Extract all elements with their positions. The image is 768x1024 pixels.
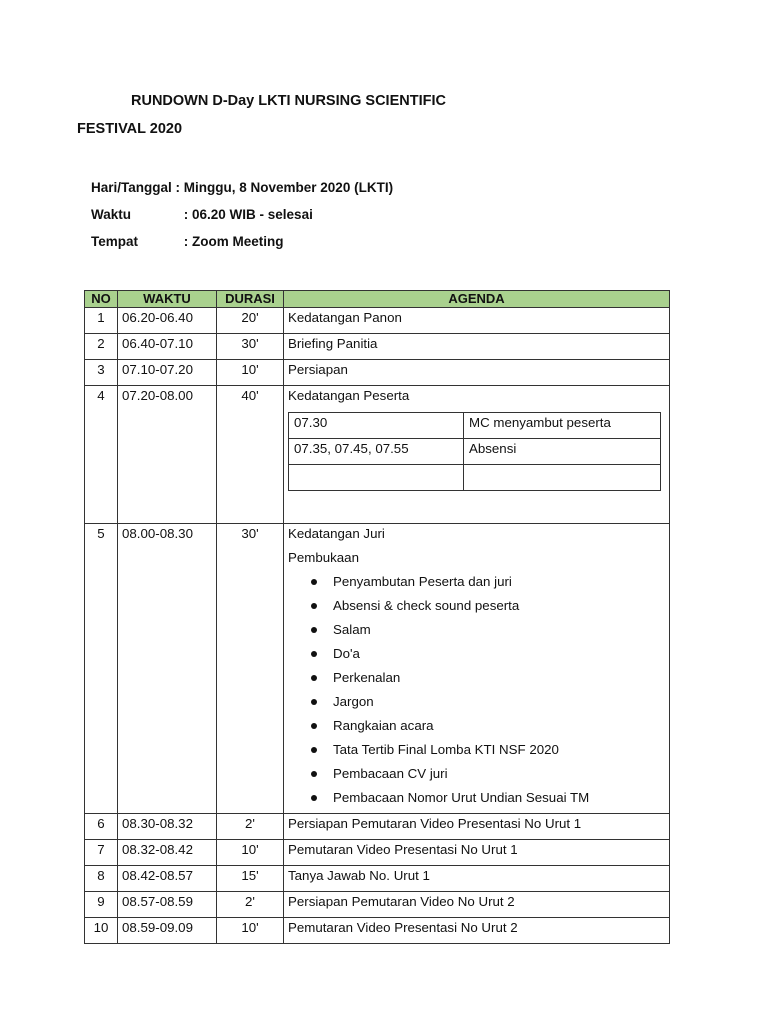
cell-no-text: 4 xyxy=(97,388,105,403)
list-item-text: Salam xyxy=(333,622,371,637)
cell-durasi-text: 20' xyxy=(241,310,259,325)
cell-durasi-text: 30' xyxy=(241,336,259,351)
agenda-bullet-list xyxy=(288,573,665,806)
cell-waktu xyxy=(118,866,217,892)
cell-agenda-text: Kedatangan Juri xyxy=(288,526,385,541)
list-item xyxy=(288,717,665,734)
cell-waktu-text: 08.30-08.32 xyxy=(122,816,193,831)
cell-agenda-text: Pemutaran Video Presentasi No Urut 2 xyxy=(288,920,518,935)
cell-agenda-text: Tanya Jawab No. Urut 1 xyxy=(288,868,430,883)
header-waktu: WAKTU xyxy=(118,291,217,308)
bullet-icon xyxy=(311,579,317,585)
cell-agenda xyxy=(284,866,670,892)
cell-no xyxy=(85,308,118,334)
cell-no xyxy=(85,918,118,944)
cell-waktu xyxy=(118,524,217,814)
info-label: Tempat xyxy=(91,234,139,249)
bullet-icon xyxy=(311,771,317,777)
cell-agenda xyxy=(284,892,670,918)
list-item xyxy=(288,645,665,662)
cell-no-text: 1 xyxy=(97,310,105,325)
cell-waktu xyxy=(118,308,217,334)
list-item xyxy=(288,669,665,686)
list-item-text: Pembacaan CV juri xyxy=(333,766,448,781)
cell-no-text: 6 xyxy=(97,816,105,831)
cell-agenda-text: Persiapan Pemutaran Video No Urut 2 xyxy=(288,894,515,909)
header-durasi: DURASI xyxy=(217,291,284,308)
bullet-icon xyxy=(311,627,317,633)
list-item xyxy=(288,789,665,806)
cell-agenda-text: Persiapan Pemutaran Video Presentasi No Urut 1 xyxy=(288,816,582,831)
nested-time-cell: 07.30 xyxy=(289,413,464,439)
table-row xyxy=(85,814,670,840)
cell-agenda-text: Kedatangan Panon xyxy=(288,310,402,325)
cell-durasi xyxy=(217,892,284,918)
cell-no xyxy=(85,814,118,840)
cell-waktu-text: 06.40-07.10 xyxy=(122,336,193,351)
nested-row xyxy=(289,413,661,439)
cell-durasi-text: 2' xyxy=(245,816,255,831)
cell-durasi-text: 10' xyxy=(241,362,259,377)
nested-activity-cell xyxy=(464,465,661,491)
cell-waktu-text: 08.42-08.57 xyxy=(122,868,193,883)
cell-waktu xyxy=(118,840,217,866)
info-tempat xyxy=(91,234,284,249)
cell-no xyxy=(85,334,118,360)
cell-waktu-text: 08.32-08.42 xyxy=(122,842,193,857)
info-value: : Minggu, 8 November 2020 (LKTI) xyxy=(175,180,394,195)
cell-waktu-text: 07.10-07.20 xyxy=(122,362,193,377)
agenda-subheading: Pembukaan xyxy=(288,550,359,565)
cell-waktu xyxy=(118,334,217,360)
cell-no-text: 7 xyxy=(97,842,105,857)
cell-agenda xyxy=(284,524,670,814)
table-row xyxy=(85,334,670,360)
rundown-table xyxy=(84,290,670,944)
cell-no-text: 3 xyxy=(97,362,105,377)
cell-no-text: 8 xyxy=(97,868,105,883)
cell-agenda xyxy=(284,308,670,334)
cell-durasi xyxy=(217,866,284,892)
cell-durasi xyxy=(217,386,284,524)
cell-no xyxy=(85,840,118,866)
table-row xyxy=(85,840,670,866)
document-title-line2: FESTIVAL 2020 xyxy=(77,121,183,137)
cell-waktu-text: 07.20-08.00 xyxy=(122,388,193,403)
table-row xyxy=(85,308,670,334)
cell-agenda xyxy=(284,814,670,840)
table-row xyxy=(85,360,670,386)
cell-agenda-text: Briefing Panitia xyxy=(288,336,378,351)
cell-durasi-text: 10' xyxy=(241,842,259,857)
list-item-text: Do'a xyxy=(333,646,360,661)
bullet-icon xyxy=(311,795,317,801)
cell-waktu-text: 06.20-06.40 xyxy=(122,310,193,325)
cell-durasi xyxy=(217,524,284,814)
cell-durasi-text: 40' xyxy=(241,388,259,403)
cell-waktu-text: 08.00-08.30 xyxy=(122,526,193,541)
header-agenda: AGENDA xyxy=(284,291,670,308)
cell-durasi-text: 10' xyxy=(241,920,259,935)
list-item xyxy=(288,573,665,590)
cell-waktu xyxy=(118,892,217,918)
cell-no-text: 2 xyxy=(97,336,105,351)
bullet-icon xyxy=(311,651,317,657)
list-item-text: Pembacaan Nomor Urut Undian Sesuai TM xyxy=(333,790,590,805)
cell-agenda-text: Kedatangan Peserta xyxy=(288,388,410,403)
bullet-icon xyxy=(311,747,317,753)
document-title-line1: RUNDOWN D-Day LKTI NURSING SCIENTIFIC xyxy=(131,93,446,109)
cell-durasi xyxy=(217,334,284,360)
bullet-icon xyxy=(311,699,317,705)
cell-agenda xyxy=(284,386,670,524)
cell-durasi xyxy=(217,814,284,840)
table-row xyxy=(85,386,670,524)
list-item xyxy=(288,621,665,638)
cell-agenda xyxy=(284,360,670,386)
bullet-icon xyxy=(311,723,317,729)
table-row xyxy=(85,892,670,918)
table-row xyxy=(85,524,670,814)
cell-agenda xyxy=(284,918,670,944)
list-item xyxy=(288,693,665,710)
list-item-text: Penyambutan Peserta dan juri xyxy=(333,574,512,589)
cell-agenda xyxy=(284,840,670,866)
table-row xyxy=(85,918,670,944)
list-item-text: Perkenalan xyxy=(333,670,401,685)
cell-no-text: 10 xyxy=(93,920,109,935)
cell-durasi-text: 2' xyxy=(245,894,255,909)
cell-no xyxy=(85,524,118,814)
list-item-text: Tata Tertib Final Lomba KTI NSF 2020 xyxy=(333,742,559,757)
cell-no xyxy=(85,360,118,386)
cell-no-text: 9 xyxy=(97,894,105,909)
cell-durasi xyxy=(217,360,284,386)
cell-waktu-text: 08.57-08.59 xyxy=(122,894,193,909)
list-item-text: Absensi & check sound peserta xyxy=(333,598,520,613)
cell-waktu xyxy=(118,360,217,386)
nested-schedule-table xyxy=(288,412,661,491)
table-row xyxy=(85,866,670,892)
cell-agenda-text: Persiapan xyxy=(288,362,348,377)
cell-durasi xyxy=(217,918,284,944)
list-item xyxy=(288,741,665,758)
list-item-text: Jargon xyxy=(333,694,374,709)
cell-agenda xyxy=(284,334,670,360)
list-item xyxy=(288,765,665,782)
cell-durasi xyxy=(217,840,284,866)
cell-no xyxy=(85,892,118,918)
info-label: Hari/Tanggal xyxy=(91,180,172,195)
cell-waktu-text: 08.59-09.09 xyxy=(122,920,193,935)
info-value: : Zoom Meeting xyxy=(183,234,284,249)
cell-durasi-text: 30' xyxy=(241,526,259,541)
info-value: : 06.20 WIB - selesai xyxy=(183,207,313,222)
bullet-icon xyxy=(311,675,317,681)
info-waktu xyxy=(91,207,313,222)
info-hari-tanggal xyxy=(91,180,393,195)
nested-time-cell: 07.35, 07.45, 07.55 xyxy=(289,439,464,465)
nested-activity-cell: MC menyambut peserta xyxy=(464,413,661,439)
cell-agenda-text: Pemutaran Video Presentasi No Urut 1 xyxy=(288,842,518,857)
cell-durasi-text: 15' xyxy=(241,868,259,883)
bullet-icon xyxy=(311,603,317,609)
info-label: Waktu xyxy=(91,207,131,222)
list-item xyxy=(288,597,665,614)
cell-durasi xyxy=(217,308,284,334)
nested-row xyxy=(289,439,661,465)
cell-no xyxy=(85,866,118,892)
list-item-text: Rangkaian acara xyxy=(333,718,434,733)
cell-waktu xyxy=(118,918,217,944)
nested-row xyxy=(289,465,661,491)
nested-time-cell xyxy=(289,465,464,491)
nested-activity-cell: Absensi xyxy=(464,439,661,465)
cell-waktu xyxy=(118,386,217,524)
cell-waktu xyxy=(118,814,217,840)
cell-no-text: 5 xyxy=(97,526,105,541)
cell-no xyxy=(85,386,118,524)
table-header-row xyxy=(85,291,670,308)
header-no: NO xyxy=(85,291,118,308)
